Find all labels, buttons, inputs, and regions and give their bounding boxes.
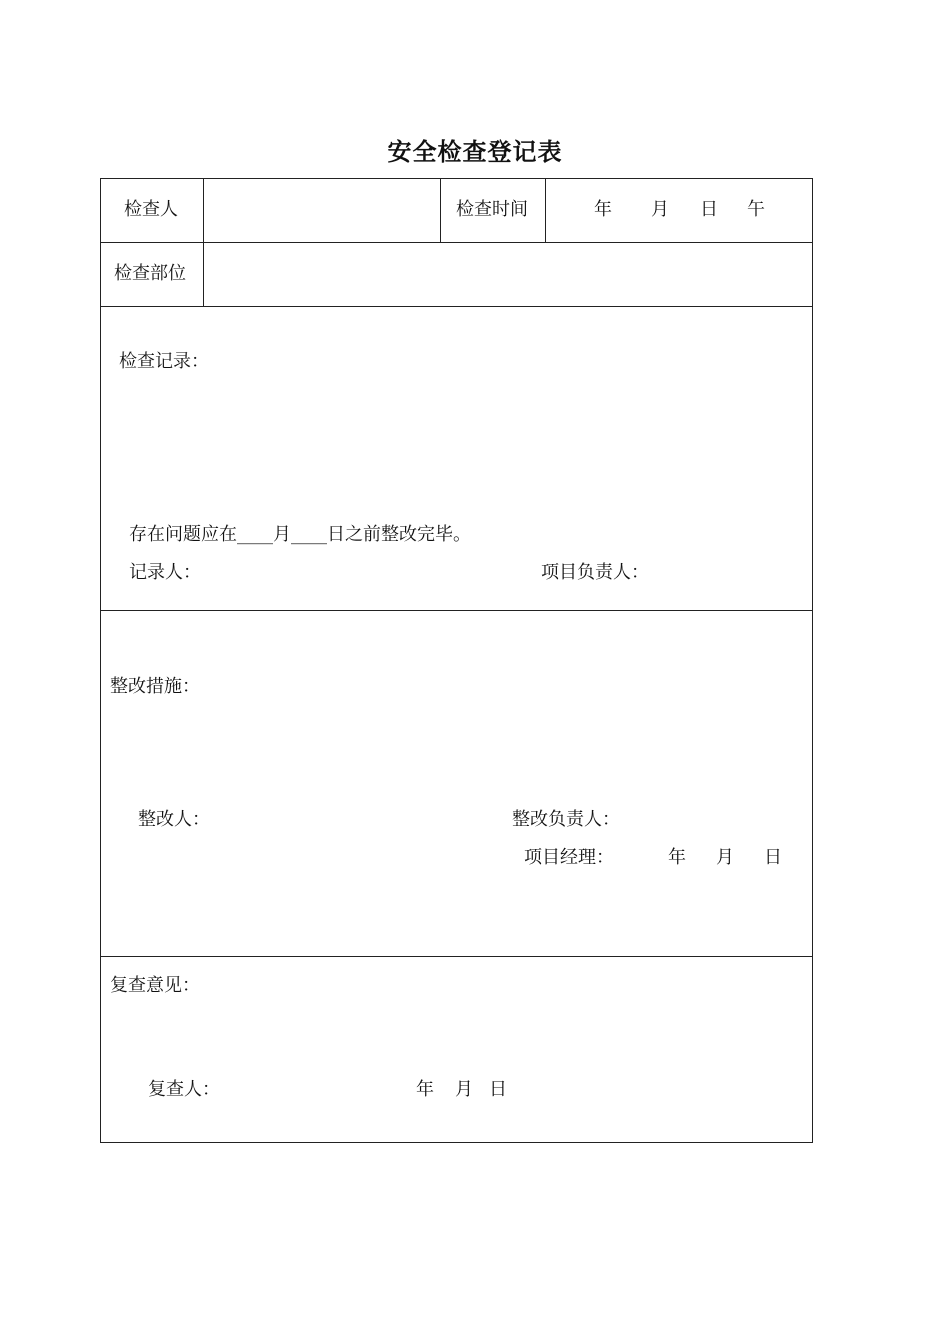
record-label: 检查记录： xyxy=(119,351,209,372)
manager-label: 项目经理： xyxy=(524,847,614,868)
col-divider-time-left xyxy=(440,178,441,242)
row-divider-2 xyxy=(100,306,813,307)
rectify-month: 月 xyxy=(716,847,734,868)
time-day: 日 xyxy=(700,199,718,220)
review-month: 月 xyxy=(455,1079,473,1100)
row-divider-3 xyxy=(100,610,813,611)
time-year: 年 xyxy=(594,199,612,220)
rectify-lead-label: 整改负责人： xyxy=(512,809,620,830)
project-lead-label: 项目负责人： xyxy=(541,562,649,583)
time-noon: 午 xyxy=(747,199,765,220)
rectify-year: 年 xyxy=(668,847,686,868)
row-divider-4 xyxy=(100,956,813,957)
review-label: 复查意见： xyxy=(110,975,200,996)
rectify-day: 日 xyxy=(764,847,782,868)
location-field[interactable] xyxy=(204,243,811,306)
rectifier-label: 整改人： xyxy=(138,809,210,830)
deadline-text: 存在问题应在____月____日之前整改完毕。 xyxy=(129,524,471,545)
inspection-time-label: 检查时间 xyxy=(456,199,528,220)
review-day: 日 xyxy=(489,1079,507,1100)
inspector-label: 检查人 xyxy=(124,199,178,220)
inspector-field[interactable] xyxy=(204,179,440,242)
recorder-label: 记录人： xyxy=(129,562,201,583)
review-year: 年 xyxy=(416,1079,434,1100)
table-border-left xyxy=(100,178,101,1143)
table-border-bottom xyxy=(100,1142,813,1143)
time-month: 月 xyxy=(651,199,669,220)
table-border-right xyxy=(812,178,813,1143)
location-label: 检查部位 xyxy=(114,263,186,284)
rectify-label: 整改措施： xyxy=(110,676,200,697)
form-title: 安全检查登记表 xyxy=(387,137,563,166)
reviewer-label: 复查人： xyxy=(148,1079,220,1100)
col-divider-time-right xyxy=(545,178,546,242)
